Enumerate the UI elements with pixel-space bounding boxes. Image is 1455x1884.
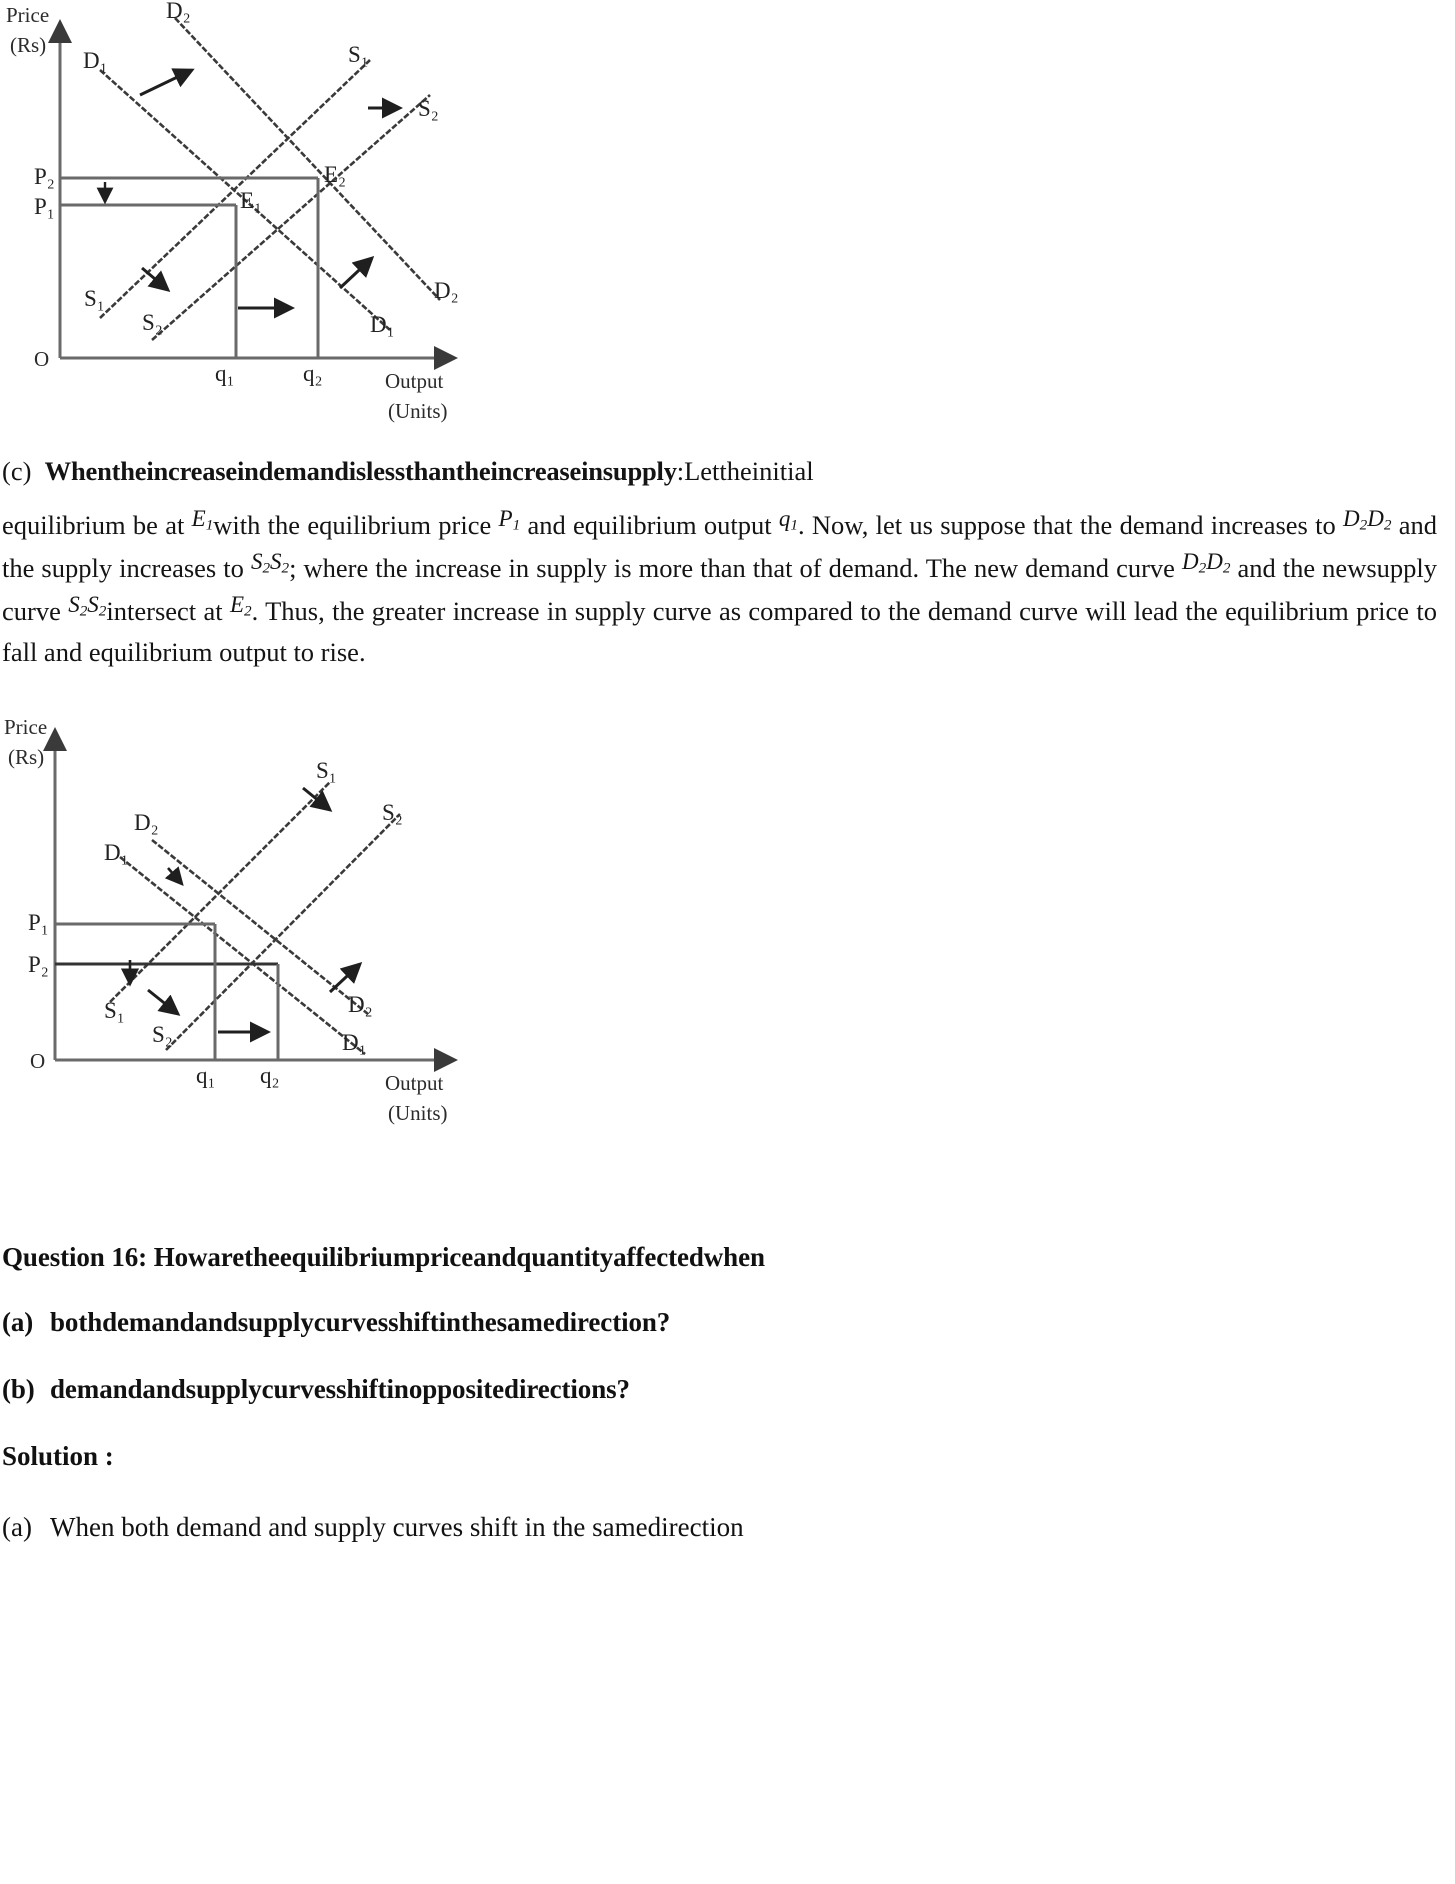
- solution-item-a-text: When both demand and supply curves shift in the samedirection: [50, 1511, 744, 1542]
- figure-1-y-axis-label-line2: (Rs): [10, 33, 47, 57]
- math-var-s2s2-c: [68, 592, 107, 620]
- figure-1-price-tick-p1: P₁: [34, 194, 55, 219]
- math-var-e1-base: E: [191, 505, 206, 531]
- figure-1-equilibrium-e1: E₁: [240, 188, 263, 213]
- figure-2-label-s2-top: S₂: [382, 799, 403, 825]
- figure-1-label-s1-bottom: S₁: [84, 286, 105, 311]
- math-var-d2d2-d-sub: 2: [1222, 559, 1231, 577]
- math-var-d2d2-c-base: D: [1181, 549, 1199, 575]
- math-var-s2s2-a: [250, 549, 290, 577]
- figure-1-label-s2-bottom: S₂: [142, 310, 163, 335]
- figure-2-x-axis-label-line1: Output: [385, 1070, 444, 1095]
- paragraph-c-run-7: and the newsupply curve: [2, 553, 1438, 627]
- math-var-e2: [229, 592, 252, 620]
- figure-1-equilibrium-e2: E₂: [324, 162, 347, 187]
- math-var-e2-sub: 2: [244, 602, 252, 620]
- figure-2-quantity-tick-q2: q₂: [260, 1062, 280, 1088]
- math-var-d2d2-a-sub: 2: [1359, 516, 1368, 534]
- figure-1-label-s2-top: S₂: [418, 96, 439, 121]
- question-16-item-a-tag: (a): [2, 1306, 34, 1337]
- paragraph-c: [0, 452, 1455, 492]
- math-var-d2d2-c: [1181, 549, 1231, 577]
- figure-1-label-d2-top: D₂: [166, 0, 191, 23]
- solution-item-a: [0, 1512, 1455, 1543]
- paragraph-c-bold-heading: Whentheincreaseindemandislessthantheincreaseinsupply: [44, 456, 677, 486]
- figure-1-label-s1-top: S₁: [348, 42, 369, 67]
- figure-2-y-axis-label-line2: (Rs): [8, 744, 45, 769]
- figure-1-price-tick-p2: P₂: [34, 164, 55, 189]
- figure-2-price-tick-p2: P₂: [28, 951, 49, 977]
- math-var-e2-base: E: [229, 592, 245, 618]
- figure-2-label-s1-top: S₁: [316, 757, 337, 783]
- figure-2-label-d1-top: D₁: [104, 839, 129, 865]
- math-var-s2s2-c-base: S: [68, 592, 80, 618]
- question-16-item-a-text: bothdemandandsupplycurvesshiftinthesamedirection?: [50, 1306, 671, 1337]
- math-var-s2s2-d-sub: 2: [98, 602, 107, 620]
- figure-1-quantity-tick-q2: q₂: [303, 361, 323, 386]
- figure-1-origin-label: O: [34, 347, 50, 371]
- figure-2-label-d2-bottom: D₂: [348, 991, 373, 1017]
- math-var-d2d2-b-sub: 2: [1383, 516, 1392, 534]
- paragraph-c-run-3: and equilibrium output: [527, 509, 772, 540]
- figure-1-quantity-tick-q1: q₁: [215, 361, 235, 386]
- paragraph-c-run-6: ; where the increase in supply is more than that of demand. The new demand curve: [289, 553, 1175, 584]
- math-var-d2d2-a: [1343, 505, 1392, 534]
- figure-2-label-d2-top: D₂: [134, 809, 159, 835]
- paragraph-c-run-1: equilibrium be at: [2, 509, 185, 540]
- figure-1-x-axis-label-line2: (Units): [388, 399, 448, 423]
- figure-2: [0, 702, 1455, 1172]
- paragraph-c-marker: (c): [2, 456, 32, 486]
- math-var-e1: [191, 505, 214, 534]
- math-var-q1-sub: 1: [790, 516, 799, 534]
- question-16-item-b-text: demandandsupplycurvesshiftinoppositedirections?: [50, 1373, 630, 1404]
- paragraph-c-run-2: with the equilibrium price: [213, 509, 492, 540]
- figure-1-label-d1-top: D₁: [83, 48, 108, 73]
- figure-1-y-axis-label-line1: Price: [6, 3, 50, 27]
- math-var-q1: [778, 505, 799, 534]
- figure-2-price-tick-p1: P₁: [28, 909, 49, 935]
- figure-1: [0, 0, 1455, 452]
- figure-2-label-s2-bottom: S₂: [152, 1021, 173, 1047]
- question-16-heading: Question 16: Howaretheequilibriumpriceandquantityaffectedwhen: [2, 1241, 765, 1272]
- solution-label: Solution :: [2, 1440, 114, 1471]
- math-var-s2s2-a-base: S: [250, 549, 263, 575]
- figure-2-origin-label: O: [30, 1048, 46, 1073]
- question-16-item-b-tag: (b): [2, 1373, 35, 1404]
- math-var-d2d2-b-base: D: [1367, 505, 1384, 531]
- figure-2-quantity-tick-q1: q₁: [196, 1062, 216, 1088]
- math-var-d2d2-d-base: D: [1206, 549, 1223, 575]
- paragraph-c-run-5: and the supply increases to: [2, 509, 1437, 584]
- figure-2-label-s1-bottom: S₁: [104, 997, 125, 1023]
- math-var-e1-sub: 1: [205, 516, 214, 534]
- question-16-item-a: [0, 1307, 1455, 1338]
- paragraph-c-body: [0, 502, 1455, 672]
- paragraph-c-colon-text: :Lettheinitial: [676, 456, 814, 486]
- math-var-q1-base: q: [778, 505, 791, 531]
- math-var-p1-sub: 1: [512, 516, 521, 534]
- figure-2-y-axis-label-line1: Price: [4, 714, 48, 739]
- paragraph-c-run-4: . Now, let us suppose that the demand increases to: [798, 509, 1336, 540]
- figure-1-label-d1-bottom: D₁: [370, 312, 395, 337]
- math-var-s2s2-d-base: S: [87, 592, 99, 618]
- figure-1-demand-curve-d2: [175, 18, 440, 300]
- solution-item-a-tag: (a): [2, 1511, 32, 1542]
- paragraph-c-run-8: intersect at: [106, 596, 223, 627]
- paragraph-c-run-9: . Thus, the greater increase in supply curve as compared to the demand curve will lead the equilibrium price to fall and equilibrium output to rise.: [2, 596, 1437, 667]
- figure-2-shift-arrows: [130, 788, 360, 1032]
- figure-1-label-d2-bottom: D₂: [434, 278, 459, 303]
- math-var-p1-base: P: [498, 505, 513, 531]
- math-var-s2s2-c-sub: 2: [79, 602, 88, 620]
- figure-2-x-axis-label-line2: (Units): [388, 1100, 448, 1125]
- math-var-s2s2-b-base: S: [270, 549, 282, 575]
- math-var-d2d2-a-base: D: [1343, 505, 1360, 531]
- math-var-d2d2-c-sub: 2: [1198, 559, 1207, 577]
- question-16-item-b: [0, 1374, 1455, 1405]
- figure-1-x-axis-label-line1: Output: [385, 369, 444, 393]
- figure-2-label-d1-bottom: D₁: [342, 1029, 367, 1055]
- figure-1-supply-curve-s2: [152, 95, 430, 340]
- math-var-s2s2-b-sub: 2: [281, 559, 290, 577]
- math-var-p1: [498, 505, 521, 534]
- math-var-s2s2-a-sub: 2: [262, 559, 271, 577]
